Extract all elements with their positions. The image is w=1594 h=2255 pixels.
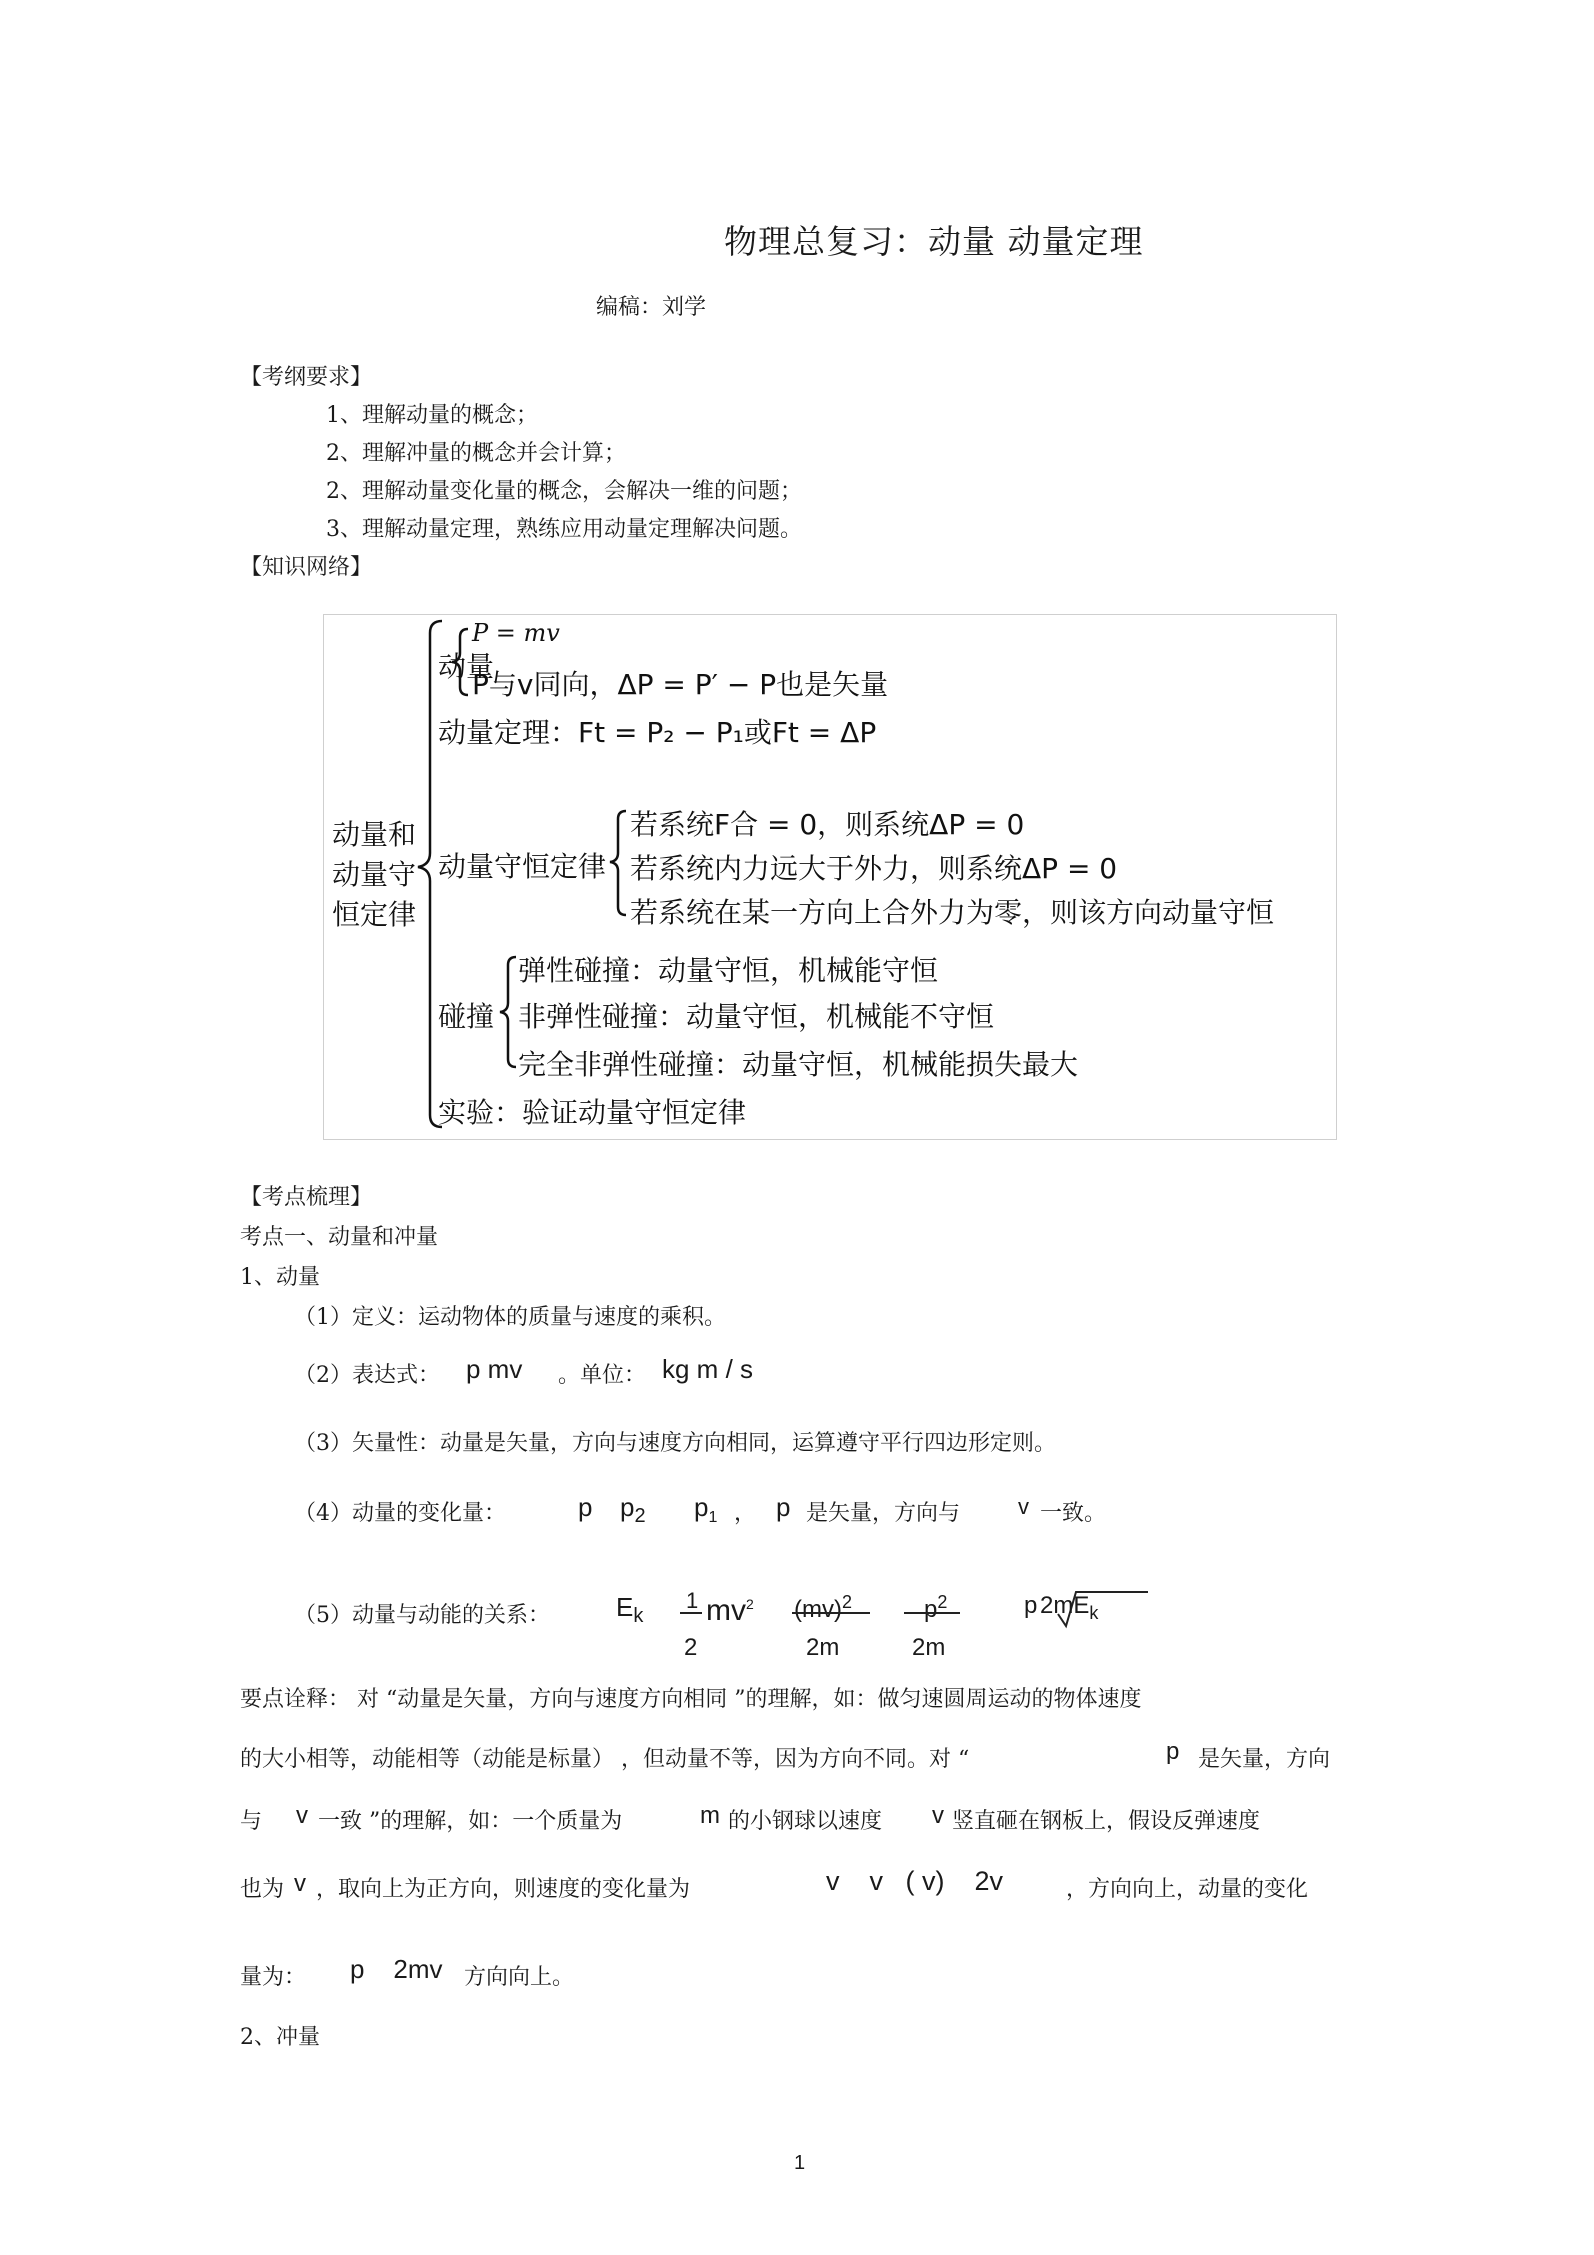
conservation-item: 若系统在某一方向上合外力为零，则该方向动量守恒 (630, 896, 1275, 929)
author-line: 编稿：刘学 (596, 295, 707, 320)
conservation-item: 若系统F合 = 0，则系统ΔP = 0 (630, 808, 1025, 841)
note-momentum-change: p 2mv (350, 1954, 443, 1984)
sub-impulse: 2、冲量 (240, 2025, 320, 2050)
requirement-item: 2、理解动量变化量的概念，会解决一维的问题； (326, 479, 802, 504)
requirement-item: 2、理解冲量的概念并会计算； (326, 441, 626, 466)
network-root-line: 恒定律 (332, 898, 417, 931)
collision-item: 非弹性碰撞：动量守恒，机械能不守恒 (518, 1000, 995, 1033)
relation-mv: $mv^2$ (706, 1594, 754, 1627)
note-line: 与 (240, 1809, 263, 1834)
vector-property: （3）矢量性：动量是矢量，方向与速度方向相同，运算遵守平行四边形定则。 (294, 1431, 1056, 1456)
requirement-item: 1、理解动量的概念； (326, 403, 538, 428)
change-comma: ， (734, 1501, 757, 1526)
note-line: 方向向上。 (464, 1965, 575, 1990)
change-p2: $p_2$ (620, 1492, 646, 1528)
note-line: 的大小相等，动能相等（动能是标量） ，但动量不等，因为方向不同。对 “ (240, 1747, 970, 1772)
note-v2: v (932, 1802, 944, 1829)
requirement-item: 3、理解动量定理，熟练应用动量定理解决问题。 (326, 517, 802, 542)
relation-half-num: 1 (686, 1588, 699, 1613)
note-line: 量为： (240, 1965, 307, 1990)
relation-sqrt-p: p (1024, 1592, 1038, 1619)
relation-den1: 2m (806, 1634, 840, 1661)
page-title: 物理总复习：动量 动量定理 (724, 222, 1144, 261)
points-heading: 【考点梳理】 (240, 1185, 373, 1210)
requirements-heading: 【考纲要求】 (240, 365, 373, 390)
change-v: v (1018, 1494, 1029, 1519)
note-delta-p: p (1166, 1738, 1180, 1765)
unit-label: 。单位： (558, 1363, 647, 1388)
relation-label: （5）动量与动能的关系： (294, 1603, 550, 1628)
relation-p2-num: $p^2$ (924, 1592, 948, 1623)
conservation-item: 若系统内力远大于外力，则系统ΔP = 0 (630, 852, 1118, 885)
momentum-label: 动量 (438, 650, 495, 683)
relation-ek: $E_k$ (616, 1592, 644, 1628)
note-m: m (700, 1802, 720, 1829)
change-text: 是矢量，方向与 (806, 1501, 961, 1526)
collision-item: 完全非弹性碰撞：动量守恒，机械能损失最大 (518, 1048, 1079, 1081)
relation-half-den: 2 (684, 1634, 698, 1661)
momentum-formula: P = mv (472, 619, 560, 647)
note-v: v (296, 1802, 308, 1829)
relation-mv2-num: (mv)$^2$ (794, 1592, 852, 1623)
network-heading: 【知识网络】 (240, 555, 373, 580)
unit-math: kg m / s (662, 1354, 754, 1384)
knowledge-network-diagram (323, 614, 1337, 1140)
sub-momentum: 1、动量 (240, 1265, 320, 1290)
change-end: 一致。 (1040, 1501, 1107, 1526)
point-one-title: 考点一、动量和冲量 (240, 1225, 439, 1250)
expression-math: p mv (466, 1354, 523, 1384)
relation-mv2-bar (792, 1612, 870, 1614)
network-root-line: 动量和 (332, 818, 417, 851)
note-line: 是矢量，方向 (1198, 1747, 1331, 1772)
collision-item: 弹性碰撞：动量守恒，机械能守恒 (518, 954, 939, 987)
relation-sqrt-inner: $2mE_k$ (1040, 1592, 1099, 1623)
relation-half-bar (680, 1612, 702, 1614)
note-line: 的小钢球以速度 (728, 1809, 883, 1834)
note-line: 要点诠释： 对 “动量是矢量，方向与速度方向相同 ”的理解，如：做匀速圆周运动的物体速度 (240, 1687, 1142, 1712)
change-delta-p: p (578, 1492, 593, 1522)
page-number: 1 (794, 2152, 806, 2174)
note-line: 也为 (240, 1877, 285, 1902)
collision-label: 碰撞 (438, 1000, 495, 1033)
note-line: 一致 ”的理解，如：一个质量为 (318, 1809, 623, 1834)
change-p1: $p_1$ (694, 1492, 718, 1527)
relation-p2-bar (904, 1612, 960, 1614)
note-line: 竖直砸在钢板上，假设反弹速度 (952, 1809, 1261, 1834)
network-root-line: 动量守 (332, 858, 417, 891)
note-line: ，方向向上，动量的变化 (1066, 1877, 1309, 1902)
conservation-label: 动量守恒定律 (438, 850, 607, 883)
relation-den2: 2m (912, 1634, 946, 1661)
experiment-line: 实验：验证动量守恒定律 (438, 1096, 747, 1129)
note-velocity-change: v v ( v) 2v (826, 1866, 1004, 1896)
note-v3: v (294, 1870, 306, 1897)
momentum-direction: P与v同向，ΔP = P′ − P也是矢量 (472, 668, 889, 701)
definition: （1）定义：运动物体的质量与速度的乘积。 (294, 1305, 726, 1330)
expression-label: （2）表达式： (294, 1363, 440, 1388)
change-label: （4）动量的变化量： (294, 1501, 506, 1526)
change-delta-p-2: p (776, 1492, 791, 1522)
momentum-theorem: 动量定理：Ft = P₂ − P₁或Ft = ΔP (438, 716, 877, 749)
note-line: ，取向上为正方向，则速度的变化量为 (316, 1877, 691, 1902)
